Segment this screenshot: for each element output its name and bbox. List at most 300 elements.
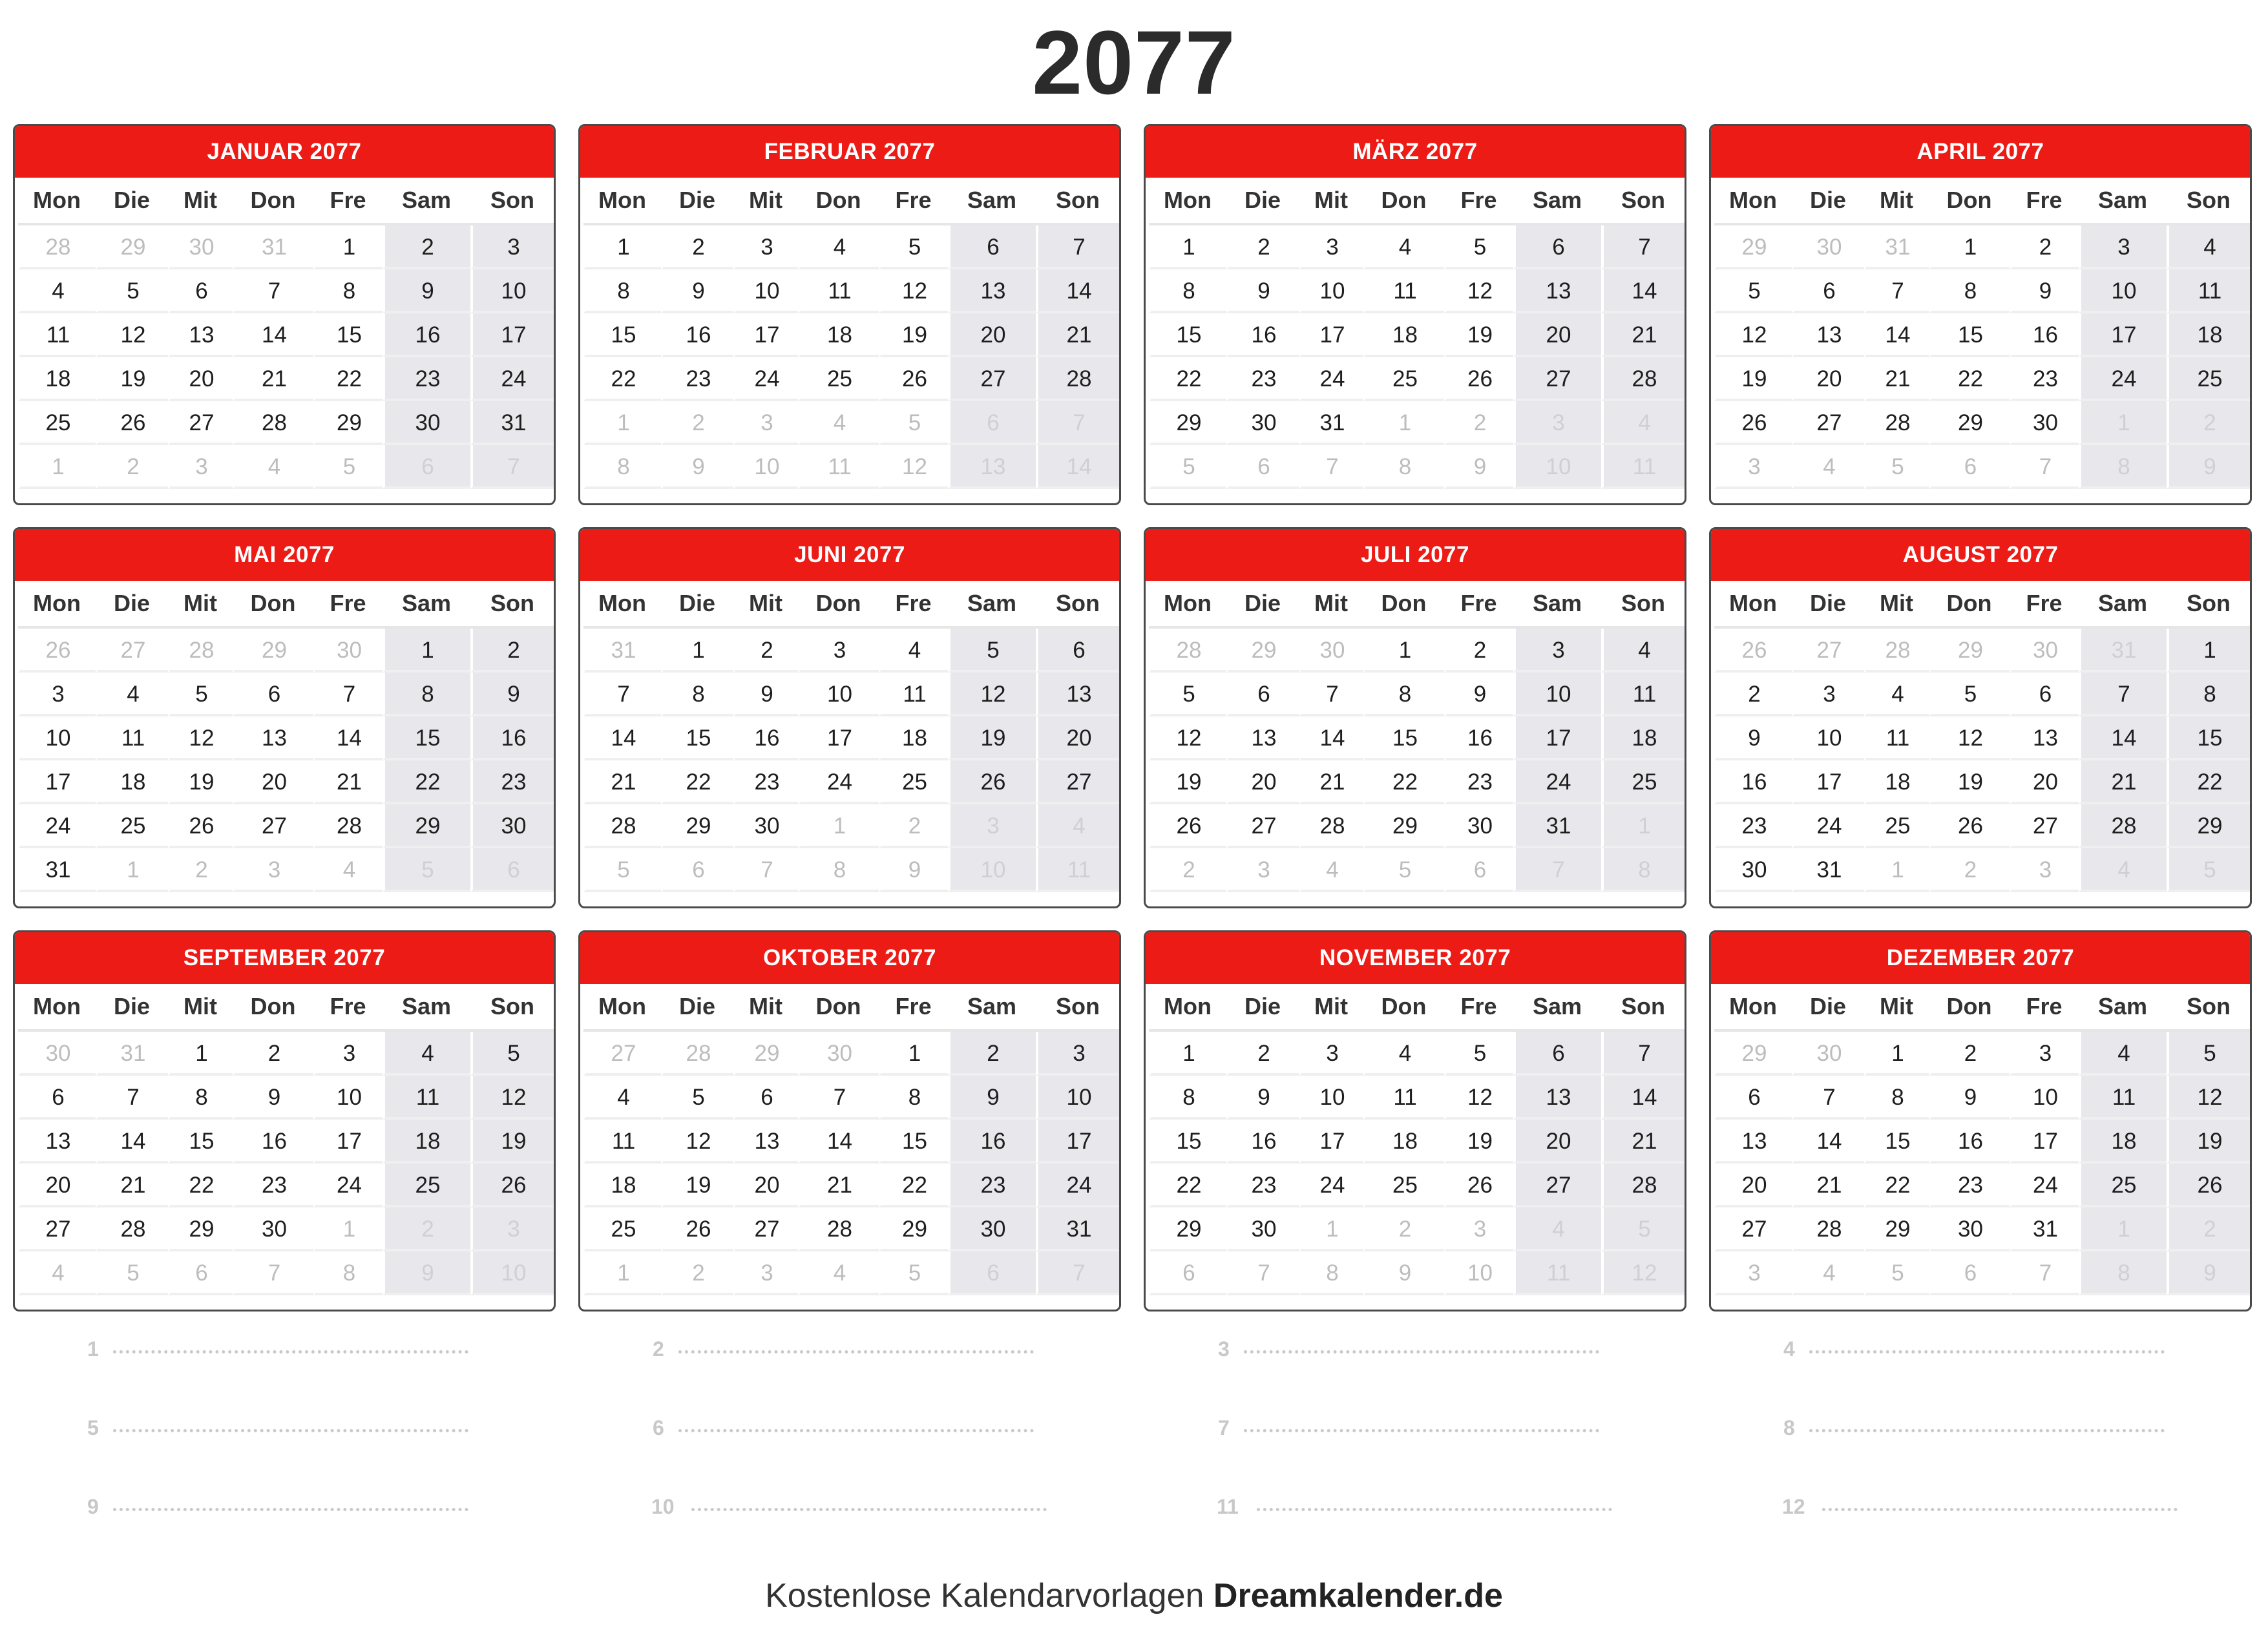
day-cell: 16 <box>733 716 798 760</box>
day-cell: 7 <box>233 269 313 313</box>
day-cell: 17 <box>18 760 96 804</box>
day-cell: 2 <box>2010 225 2079 269</box>
day-cell: 5 <box>313 445 383 489</box>
note-number: 3 <box>1218 1337 1230 1361</box>
day-cell: 23 <box>1226 1164 1299 1207</box>
day-cell: 21 <box>1792 1164 1864 1207</box>
day-cell: 3 <box>18 673 96 716</box>
day-cell: 6 <box>1226 445 1299 489</box>
day-cell: 7 <box>1864 269 1929 313</box>
weekday-header: Die <box>1226 984 1299 1032</box>
day-cell: 31 <box>583 629 661 673</box>
note-line[interactable] <box>651 1487 1053 1526</box>
day-cell: 11 <box>1513 1251 1601 1295</box>
day-cell: 4 <box>879 629 948 673</box>
day-cell: 2 <box>383 1207 470 1251</box>
weekday-header: Don <box>798 984 879 1032</box>
day-cell: 28 <box>798 1207 879 1251</box>
day-cell: 20 <box>233 760 313 804</box>
weekday-header: Mon <box>18 178 96 225</box>
day-cell: 29 <box>1929 629 2010 673</box>
day-cell: 2 <box>1149 848 1226 892</box>
weekday-header: Don <box>1929 178 2010 225</box>
day-cell: 19 <box>1149 760 1226 804</box>
day-cell: 7 <box>470 445 554 489</box>
day-cell: 31 <box>18 848 96 892</box>
month-title: FEBRUAR 2077 <box>580 126 1119 178</box>
note-line[interactable] <box>87 1487 475 1526</box>
day-cell: 6 <box>2010 673 2079 716</box>
note-number: 10 <box>651 1495 675 1518</box>
weekday-header: Sam <box>2079 178 2167 225</box>
day-cell: 21 <box>2079 760 2167 804</box>
day-cell: 4 <box>798 225 879 269</box>
day-cell: 12 <box>879 269 948 313</box>
day-cell: 5 <box>2167 1032 2251 1076</box>
day-cell: 8 <box>879 1076 948 1120</box>
day-cell: 19 <box>470 1120 554 1164</box>
day-cell: 7 <box>1299 445 1363 489</box>
day-cell: 5 <box>1929 673 2010 716</box>
day-cell: 24 <box>18 804 96 848</box>
day-cell: 14 <box>1601 1076 1685 1120</box>
day-cell: 11 <box>879 673 948 716</box>
day-cell: 20 <box>18 1164 96 1207</box>
day-cell: 1 <box>1363 629 1444 673</box>
day-cell: 21 <box>1864 357 1929 401</box>
note-line[interactable] <box>1218 1330 1606 1368</box>
dotted-line <box>1822 1508 2178 1511</box>
day-cell: 14 <box>2079 716 2167 760</box>
day-cell: 3 <box>798 629 879 673</box>
day-cell: 3 <box>733 225 798 269</box>
day-cell: 7 <box>2010 445 2079 489</box>
day-cell: 21 <box>1036 313 1120 357</box>
dotted-line <box>1809 1429 2165 1432</box>
day-cell: 22 <box>168 1164 233 1207</box>
day-cell: 24 <box>1299 1164 1363 1207</box>
day-cell: 15 <box>2167 716 2251 760</box>
dotted-line <box>113 1429 468 1432</box>
weekday-header: Son <box>1601 178 1685 225</box>
day-cell: 28 <box>1792 1207 1864 1251</box>
day-cell: 9 <box>879 848 948 892</box>
day-cell: 18 <box>2079 1120 2167 1164</box>
day-cell: 6 <box>470 848 554 892</box>
weekday-header: Mon <box>1149 984 1226 1032</box>
day-cell: 3 <box>470 225 554 269</box>
day-cell: 5 <box>168 673 233 716</box>
day-cell: 18 <box>383 1120 470 1164</box>
month-1 <box>13 124 556 505</box>
weekday-header: Mit <box>1864 984 1929 1032</box>
day-cell: 17 <box>1036 1120 1120 1164</box>
weekday-header: Don <box>1363 581 1444 629</box>
day-cell: 7 <box>1036 401 1120 445</box>
weekday-header: Son <box>470 984 554 1032</box>
day-cell: 19 <box>168 760 233 804</box>
day-cell: 27 <box>96 629 168 673</box>
day-cell: 17 <box>2079 313 2167 357</box>
day-cell: 22 <box>383 760 470 804</box>
weekday-header: Don <box>233 581 313 629</box>
day-cell: 9 <box>1226 269 1299 313</box>
day-cell: 2 <box>1226 1032 1299 1076</box>
weekday-header: Mon <box>1149 581 1226 629</box>
weekday-header: Sam <box>948 984 1036 1032</box>
day-cell: 15 <box>1864 1120 1929 1164</box>
day-cell: 20 <box>168 357 233 401</box>
day-cell: 31 <box>1864 225 1929 269</box>
day-cell: 2 <box>661 1251 733 1295</box>
day-cell: 9 <box>233 1076 313 1120</box>
day-cell: 26 <box>948 760 1036 804</box>
day-cell: 1 <box>18 445 96 489</box>
day-cell: 4 <box>2079 1032 2167 1076</box>
weekday-header: Sam <box>948 178 1036 225</box>
footer-text: Kostenlose Kalendarvorlagen <box>765 1577 1204 1614</box>
day-cell: 8 <box>1299 1251 1363 1295</box>
weekday-header: Mon <box>583 984 661 1032</box>
day-cell: 7 <box>1036 225 1120 269</box>
dotted-line <box>678 1429 1034 1432</box>
day-cell: 12 <box>1149 716 1226 760</box>
day-cell: 15 <box>313 313 383 357</box>
day-cell: 27 <box>1226 804 1299 848</box>
day-cell: 17 <box>1513 716 1601 760</box>
day-cell: 9 <box>1226 1076 1299 1120</box>
day-cell: 20 <box>1513 1120 1601 1164</box>
day-cell: 24 <box>2079 357 2167 401</box>
day-cell: 23 <box>1929 1164 2010 1207</box>
day-cell: 4 <box>1299 848 1363 892</box>
weekday-header: Fre <box>313 984 383 1032</box>
weekday-header: Son <box>1036 984 1120 1032</box>
note-line[interactable] <box>653 1408 1040 1447</box>
note-line[interactable] <box>653 1330 1040 1368</box>
day-cell: 16 <box>1714 760 1792 804</box>
day-cell: 14 <box>1299 716 1363 760</box>
day-cell: 10 <box>1299 269 1363 313</box>
day-cell: 19 <box>96 357 168 401</box>
note-line[interactable] <box>1782 1487 2184 1526</box>
weekday-header: Die <box>1226 581 1299 629</box>
day-cell: 8 <box>1149 1076 1226 1120</box>
day-cell: 5 <box>1864 1251 1929 1295</box>
day-cell: 7 <box>1601 1032 1685 1076</box>
day-grid <box>580 984 1119 1295</box>
month-title: NOVEMBER 2077 <box>1146 932 1685 984</box>
day-cell: 25 <box>1363 1164 1444 1207</box>
note-line[interactable] <box>1218 1408 1606 1447</box>
day-cell: 30 <box>470 804 554 848</box>
day-cell: 12 <box>948 673 1036 716</box>
day-cell: 26 <box>1929 804 2010 848</box>
day-cell: 26 <box>18 629 96 673</box>
day-cell: 21 <box>313 760 383 804</box>
day-cell: 27 <box>1036 760 1120 804</box>
day-cell: 10 <box>470 269 554 313</box>
day-cell: 18 <box>1601 716 1685 760</box>
day-cell: 27 <box>1792 629 1864 673</box>
day-cell: 17 <box>1299 1120 1363 1164</box>
day-grid <box>15 178 554 489</box>
day-cell: 7 <box>313 673 383 716</box>
day-cell: 10 <box>1792 716 1864 760</box>
day-cell: 8 <box>2079 445 2167 489</box>
day-cell: 10 <box>1513 445 1601 489</box>
day-cell: 27 <box>168 401 233 445</box>
note-number: 1 <box>87 1337 99 1361</box>
month-12 <box>1709 930 2252 1311</box>
day-cell: 21 <box>96 1164 168 1207</box>
day-cell: 29 <box>96 225 168 269</box>
day-cell: 5 <box>583 848 661 892</box>
note-line[interactable] <box>1783 1330 2171 1368</box>
note-number: 12 <box>1782 1495 1805 1518</box>
note-number: 5 <box>87 1416 99 1439</box>
day-cell: 2 <box>733 629 798 673</box>
weekday-header: Fre <box>879 984 948 1032</box>
weekday-header: Mit <box>733 581 798 629</box>
day-cell: 8 <box>798 848 879 892</box>
day-cell: 24 <box>2010 1164 2079 1207</box>
day-cell: 17 <box>1792 760 1864 804</box>
day-cell: 18 <box>879 716 948 760</box>
day-cell: 16 <box>1929 1120 2010 1164</box>
day-cell: 2 <box>661 225 733 269</box>
note-line[interactable] <box>1217 1487 1619 1526</box>
day-cell: 31 <box>470 401 554 445</box>
day-cell: 22 <box>1149 357 1226 401</box>
day-cell: 12 <box>1444 269 1513 313</box>
day-cell: 31 <box>2079 629 2167 673</box>
weekday-header: Mit <box>168 984 233 1032</box>
day-cell: 10 <box>948 848 1036 892</box>
weekday-header: Mon <box>583 178 661 225</box>
weekday-header: Son <box>2167 984 2251 1032</box>
day-cell: 20 <box>733 1164 798 1207</box>
day-cell: 30 <box>1792 225 1864 269</box>
day-cell: 30 <box>2010 629 2079 673</box>
day-cell: 29 <box>1149 1207 1226 1251</box>
day-cell: 26 <box>96 401 168 445</box>
day-grid <box>1146 984 1685 1295</box>
day-cell: 24 <box>313 1164 383 1207</box>
weekday-header: Son <box>470 581 554 629</box>
day-cell: 12 <box>470 1076 554 1120</box>
weekday-header: Fre <box>1444 581 1513 629</box>
day-cell: 8 <box>2079 1251 2167 1295</box>
day-cell: 2 <box>948 1032 1036 1076</box>
day-cell: 15 <box>879 1120 948 1164</box>
day-cell: 5 <box>1149 445 1226 489</box>
day-cell: 9 <box>661 445 733 489</box>
day-cell: 9 <box>2010 269 2079 313</box>
day-cell: 1 <box>168 1032 233 1076</box>
day-cell: 10 <box>1036 1076 1120 1120</box>
day-cell: 15 <box>168 1120 233 1164</box>
month-4 <box>1709 124 2252 505</box>
day-cell: 7 <box>96 1076 168 1120</box>
day-cell: 3 <box>1714 445 1792 489</box>
day-cell: 4 <box>1363 225 1444 269</box>
note-number: 8 <box>1783 1416 1795 1439</box>
day-cell: 26 <box>2167 1164 2251 1207</box>
day-cell: 14 <box>1036 269 1120 313</box>
dotted-line <box>1809 1350 2165 1353</box>
day-cell: 28 <box>2079 804 2167 848</box>
weekday-header: Mit <box>1299 178 1363 225</box>
day-cell: 22 <box>661 760 733 804</box>
day-cell: 12 <box>1601 1251 1685 1295</box>
day-cell: 25 <box>583 1207 661 1251</box>
day-cell: 7 <box>1601 225 1685 269</box>
day-cell: 5 <box>948 629 1036 673</box>
day-cell: 19 <box>1714 357 1792 401</box>
day-cell: 14 <box>233 313 313 357</box>
day-cell: 28 <box>96 1207 168 1251</box>
day-cell: 25 <box>879 760 948 804</box>
day-cell: 11 <box>18 313 96 357</box>
day-cell: 4 <box>1036 804 1120 848</box>
day-cell: 3 <box>948 804 1036 848</box>
day-cell: 7 <box>1513 848 1601 892</box>
day-cell: 13 <box>18 1120 96 1164</box>
dotted-line <box>113 1508 468 1511</box>
day-cell: 7 <box>1036 1251 1120 1295</box>
day-cell: 4 <box>233 445 313 489</box>
month-title: JULI 2077 <box>1146 529 1685 581</box>
day-cell: 5 <box>879 225 948 269</box>
day-cell: 1 <box>1864 1032 1929 1076</box>
day-cell: 27 <box>583 1032 661 1076</box>
day-cell: 17 <box>733 313 798 357</box>
month-9 <box>13 930 556 1311</box>
day-cell: 7 <box>2010 1251 2079 1295</box>
day-cell: 22 <box>583 357 661 401</box>
day-cell: 22 <box>2167 760 2251 804</box>
weekday-header: Mit <box>1299 581 1363 629</box>
day-cell: 14 <box>583 716 661 760</box>
note-line[interactable] <box>87 1330 475 1368</box>
weekday-header: Mit <box>1864 178 1929 225</box>
day-cell: 21 <box>798 1164 879 1207</box>
day-cell: 29 <box>1149 401 1226 445</box>
day-cell: 8 <box>2167 673 2251 716</box>
day-cell: 6 <box>1513 225 1601 269</box>
weekday-header: Don <box>1363 178 1444 225</box>
day-cell: 29 <box>313 401 383 445</box>
day-cell: 25 <box>96 804 168 848</box>
day-cell: 5 <box>879 1251 948 1295</box>
day-cell: 2 <box>233 1032 313 1076</box>
day-cell: 19 <box>1929 760 2010 804</box>
day-cell: 13 <box>948 445 1036 489</box>
weekday-header: Die <box>661 984 733 1032</box>
day-cell: 20 <box>1036 716 1120 760</box>
day-cell: 3 <box>168 445 233 489</box>
month-title: OKTOBER 2077 <box>580 932 1119 984</box>
day-cell: 3 <box>1299 225 1363 269</box>
day-cell: 11 <box>2167 269 2251 313</box>
day-cell: 25 <box>798 357 879 401</box>
day-cell: 6 <box>1513 1032 1601 1076</box>
weekday-header: Mon <box>1149 178 1226 225</box>
day-cell: 6 <box>1444 848 1513 892</box>
day-cell: 16 <box>1226 313 1299 357</box>
note-line[interactable] <box>87 1408 475 1447</box>
weekday-header: Sam <box>2079 984 2167 1032</box>
day-cell: 26 <box>1714 629 1792 673</box>
day-cell: 29 <box>2167 804 2251 848</box>
day-cell: 11 <box>1864 716 1929 760</box>
day-cell: 8 <box>1149 269 1226 313</box>
day-cell: 28 <box>1864 401 1929 445</box>
day-cell: 2 <box>1929 848 2010 892</box>
day-cell: 4 <box>18 269 96 313</box>
day-cell: 7 <box>1299 673 1363 716</box>
day-cell: 16 <box>470 716 554 760</box>
day-cell: 18 <box>1363 1120 1444 1164</box>
weekday-header: Fre <box>313 581 383 629</box>
day-cell: 4 <box>1864 673 1929 716</box>
day-cell: 3 <box>1299 1032 1363 1076</box>
day-cell: 24 <box>1792 804 1864 848</box>
weekday-header: Sam <box>1513 984 1601 1032</box>
day-cell: 1 <box>583 401 661 445</box>
day-cell: 13 <box>948 269 1036 313</box>
dotted-line <box>1244 1429 1599 1432</box>
day-cell: 23 <box>470 760 554 804</box>
note-line[interactable] <box>1783 1408 2171 1447</box>
weekday-header: Mit <box>168 581 233 629</box>
day-cell: 15 <box>383 716 470 760</box>
day-cell: 4 <box>2167 225 2251 269</box>
day-cell: 8 <box>313 269 383 313</box>
day-cell: 1 <box>2079 1207 2167 1251</box>
day-cell: 4 <box>798 401 879 445</box>
day-cell: 1 <box>1929 225 2010 269</box>
day-cell: 29 <box>233 629 313 673</box>
day-cell: 23 <box>1444 760 1513 804</box>
day-cell: 3 <box>470 1207 554 1251</box>
weekday-header: Sam <box>383 581 470 629</box>
day-cell: 29 <box>661 804 733 848</box>
note-number: 7 <box>1218 1416 1230 1439</box>
day-cell: 10 <box>1299 1076 1363 1120</box>
day-cell: 1 <box>583 225 661 269</box>
day-cell: 23 <box>233 1164 313 1207</box>
weekday-header: Don <box>233 178 313 225</box>
day-cell: 3 <box>233 848 313 892</box>
day-cell: 15 <box>1149 313 1226 357</box>
day-cell: 31 <box>1792 848 1864 892</box>
day-cell: 6 <box>1036 629 1120 673</box>
day-cell: 6 <box>1929 445 2010 489</box>
footer-brand: Dreamkalender.de <box>1213 1577 1503 1614</box>
day-cell: 19 <box>2167 1120 2251 1164</box>
day-cell: 6 <box>948 1251 1036 1295</box>
day-cell: 25 <box>383 1164 470 1207</box>
day-cell: 28 <box>1864 629 1929 673</box>
day-cell: 29 <box>879 1207 948 1251</box>
day-cell: 18 <box>2167 313 2251 357</box>
day-cell: 2 <box>2167 401 2251 445</box>
day-cell: 23 <box>733 760 798 804</box>
day-cell: 6 <box>948 401 1036 445</box>
day-cell: 21 <box>1299 760 1363 804</box>
